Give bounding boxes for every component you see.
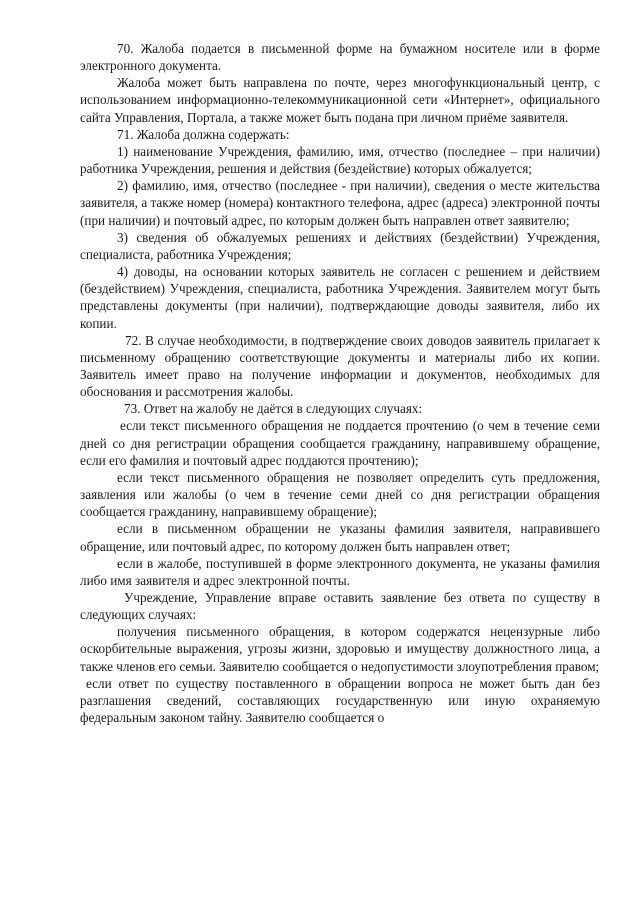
- paragraph-73-case-4: если в жалобе, поступившей в форме электронного документа, не указаны фамилия либо имя заявителя и адрес электронной почты.: [80, 555, 600, 588]
- paragraph-72: 72. В случае необходимости, в подтверждение своих доводов заявитель прилагает к письменному обращению соответствующие документы и материалы либо их копии. Заявитель имеет право на получение информации и документов, необходимых для обоснования и рассмотрения жалобы.: [80, 332, 600, 400]
- paragraph-73-case-2: если текст письменного обращения не позволяет определить суть предложения, заявления или жалобы (о чем в течение семи дней со дня регистрации обращения сообщается гражданину, направившему обращение);: [80, 469, 600, 520]
- paragraph-70: 70. Жалоба подается в письменной форме на бумажном носителе или в форме электронного документа.: [80, 41, 600, 74]
- document-page: [80, 40, 600, 726]
- paragraph-no-answer-case-1: получения письменного обращения, в котором содержатся нецензурные либо оскорбительные выражения, угрозы жизни, здоровью и имуществу должностного лица, а также членов его семьи. Заявителю сообщается о недопустимости злоупотребления правом;: [80, 624, 600, 674]
- paragraph-70-delivery: Жалоба может быть направлена по почте, через многофункциональный центр, с использованием информационно-телекоммуникационной сети «Интернет», официального сайта Управления, Портала, а также может быть подана при личном приёме заявителя.: [80, 75, 600, 125]
- paragraph-71: 71. Жалоба должна содержать:: [117, 126, 290, 142]
- paragraph-71-item-2: 2) фамилию, имя, отчество (последнее - при наличии), сведения о месте жительства заявителя, а также номер (номера) контактного телефона, адрес (адреса) электронной почты (при наличии) и почтовый адрес, по которым должен быть направлен ответ заявителю;: [80, 178, 600, 228]
- paragraph-no-answer-case-2: если ответ по существу поставленного в обращении вопроса не может быть дан без разглашения сведений, составляющих государственную или иную охраняемую федеральным законом тайну. Заявителю сообщается о: [80, 675, 600, 726]
- paragraph-71-item-3: 3) сведения об обжалуемых решениях и действиях (бездействии) Учреждения, специалиста, работника Учреждения;: [80, 229, 600, 262]
- paragraph-73-case-3: если в письменном обращении не указаны фамилия заявителя, направившего обращение, или почтовый адрес, по которому должен быть направлен ответ;: [80, 521, 600, 554]
- paragraph-71-item-4: 4) доводы, на основании которых заявитель не согласен с решением и действием (бездействием) Учреждения, специалиста, работника Учреждения. Заявителем могут быть представлены документы (при наличии), подтверждающие доводы заявителя, либо их копии.: [80, 264, 600, 331]
- paragraph-71-item-1: 1) наименование Учреждения, фамилию, имя, отчество (последнее – при наличии) работника Учреждения, решения и действия (бездействие) которых обжалуется;: [80, 143, 600, 177]
- paragraph-73: 73. Ответ на жалобу не даётся в следующих случаях:: [124, 401, 423, 417]
- paragraph-73-case-1: если текст письменного обращения не поддается прочтению (о чем в течение семи дней со дня регистрации обращения сообщается гражданину, направившему обращение, если его фамилия и почтовый адрес поддаются прочтению);: [80, 418, 600, 468]
- paragraph-no-answer-rights: Учреждение, Управление вправе оставить заявление без ответа по существу в следующих случаях:: [80, 590, 600, 623]
